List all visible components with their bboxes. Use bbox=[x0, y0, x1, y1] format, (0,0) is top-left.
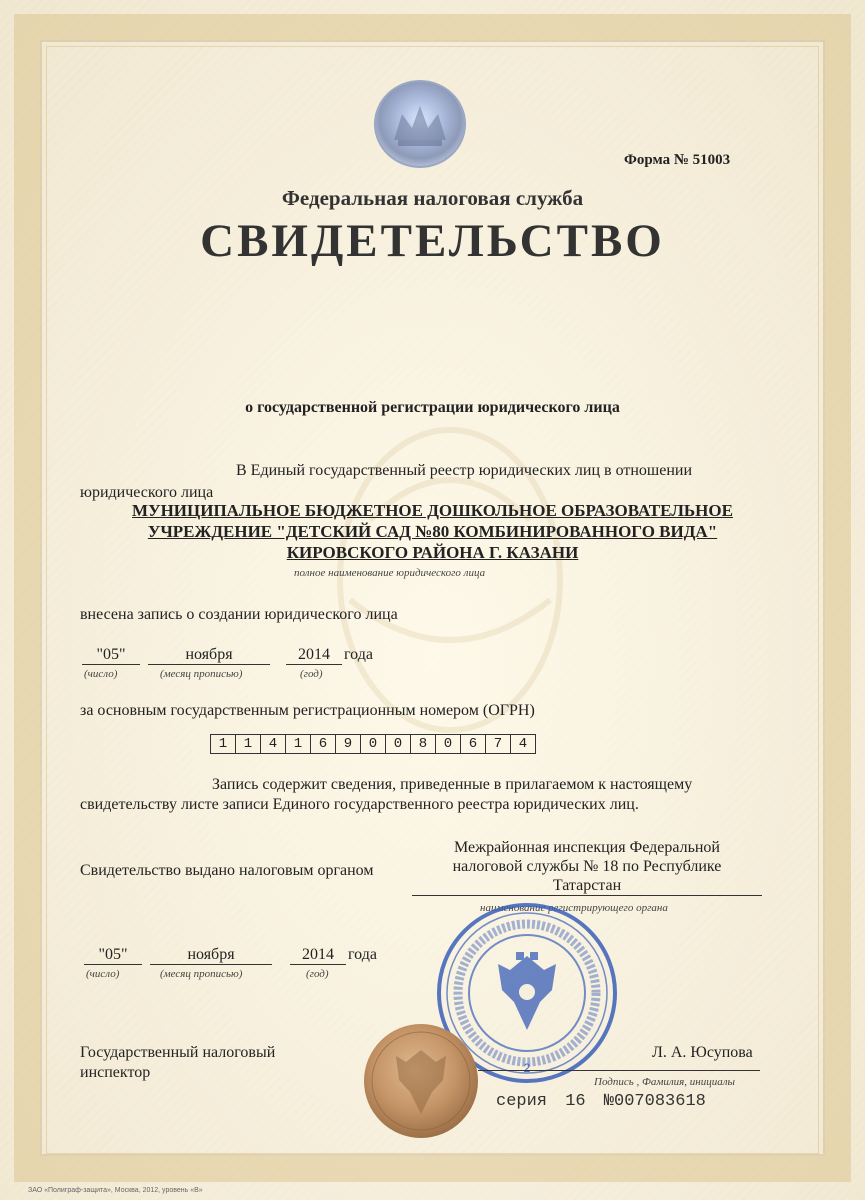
date1-month-caption: (месяц прописью) bbox=[160, 668, 243, 680]
date2-day: "05" bbox=[84, 946, 142, 965]
ogrn-digit: 1 bbox=[286, 735, 311, 753]
ogrn-digit: 7 bbox=[486, 735, 511, 753]
date1-year-suffix: года bbox=[344, 646, 373, 663]
date1-year-caption: (год) bbox=[300, 668, 323, 680]
agency-name: Федеральная налоговая служба bbox=[281, 186, 584, 210]
signatory-name: Л. А. Юсупова bbox=[652, 1044, 753, 1061]
date1-day-caption: (число) bbox=[84, 668, 118, 680]
issuing-authority bbox=[412, 838, 762, 896]
date2-month-caption: (месяц прописью) bbox=[160, 968, 243, 980]
authority-line: налоговой службы № 18 по Республике bbox=[452, 858, 722, 875]
date2-year-suffix: года bbox=[348, 946, 377, 963]
ogrn-digit: 0 bbox=[361, 735, 386, 753]
intro-line-2: юридического лица bbox=[80, 484, 214, 501]
document-title: СВИДЕТЕЛЬСТВО bbox=[200, 215, 665, 267]
ogrn-number bbox=[210, 734, 536, 754]
ogrn-digit: 0 bbox=[436, 735, 461, 753]
ogrn-digit: 1 bbox=[236, 735, 261, 753]
date1-year: 2014 bbox=[286, 646, 342, 665]
authority-line: Татарстан bbox=[552, 877, 622, 894]
date2-month: ноября bbox=[150, 946, 272, 965]
issued-by-label: Свидетельство выдано налоговым органом bbox=[80, 862, 374, 879]
ogrn-digit: 6 bbox=[461, 735, 486, 753]
date1-month: ноября bbox=[148, 646, 270, 665]
signature-line bbox=[478, 1070, 760, 1071]
date1-day: "05" bbox=[82, 646, 140, 665]
entity-name bbox=[60, 500, 805, 563]
authority-caption: наименование регистрирующего органа bbox=[480, 902, 668, 914]
hologram-icon bbox=[372, 78, 468, 170]
date2-year: 2014 bbox=[290, 946, 346, 965]
inspector-title-line-1: Государственный налоговый bbox=[80, 1044, 276, 1061]
ogrn-digit: 1 bbox=[211, 735, 236, 753]
ogrn-digit: 0 bbox=[386, 735, 411, 753]
series-code: 16 bbox=[565, 1092, 586, 1111]
record-text: внесена запись о создании юридического лица bbox=[80, 606, 398, 623]
embossed-seal-icon bbox=[362, 1022, 480, 1140]
form-number: Форма № 51003 bbox=[624, 152, 731, 168]
ogrn-digit: 8 bbox=[411, 735, 436, 753]
svg-text:2: 2 bbox=[523, 1061, 531, 1075]
document-subtitle: о государственной регистрации юридического лица bbox=[245, 399, 620, 416]
serial-number: №007083618 bbox=[603, 1092, 706, 1111]
signature-caption: Подпись , Фамилия, инициалы bbox=[594, 1076, 735, 1088]
entity-caption: полное наименование юридического лица bbox=[294, 567, 486, 579]
entity-line: УЧРЕЖДЕНИЕ "ДЕТСКИЙ САД №80 КОМБИНИРОВАННОГО ВИДА" bbox=[147, 522, 718, 541]
entity-line: КИРОВСКОГО РАЙОНА Г. КАЗАНИ bbox=[286, 543, 579, 562]
ogrn-label: за основным государственным регистрационным номером (ОГРН) bbox=[80, 702, 535, 719]
ogrn-digit: 9 bbox=[336, 735, 361, 753]
date2-day-caption: (число) bbox=[86, 968, 120, 980]
authority-line: Межрайонная инспекция Федеральной bbox=[454, 839, 720, 856]
record-contains-line-1: Запись содержит сведения, приведенные в прилагаемом к настоящему bbox=[212, 776, 693, 793]
date2-year-caption: (год) bbox=[306, 968, 329, 980]
printer-footer: ЗАО «Полиграф-защита», Москва, 2012, уровень «В» bbox=[28, 1187, 203, 1194]
series-number bbox=[496, 1092, 706, 1111]
inspector-title-line-2: инспектор bbox=[80, 1064, 151, 1081]
entity-line: МУНИЦИПАЛЬНОЕ БЮДЖЕТНОЕ ДОШКОЛЬНОЕ ОБРАЗОВАТЕЛЬНОЕ bbox=[132, 501, 733, 520]
series-label: серия bbox=[496, 1092, 548, 1111]
record-contains-line-2: свидетельству листе записи Единого государственного реестра юридических лиц. bbox=[80, 796, 639, 813]
ogrn-digit: 6 bbox=[311, 735, 336, 753]
intro-line-1: В Единый государственный реестр юридических лиц в отношении bbox=[236, 462, 693, 479]
ogrn-digit: 4 bbox=[261, 735, 286, 753]
ogrn-digit: 4 bbox=[518, 736, 528, 752]
